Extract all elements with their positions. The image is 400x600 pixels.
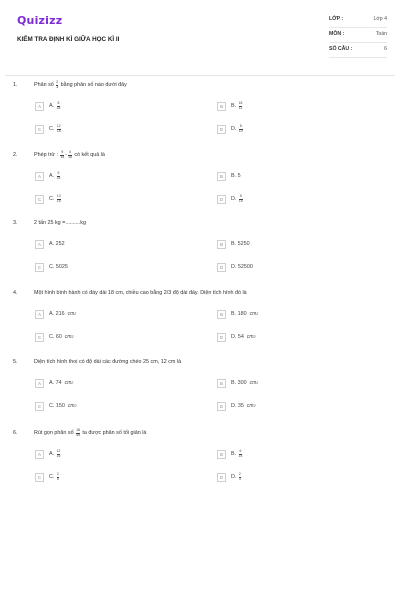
- option-letter-box[interactable]: B: [217, 240, 226, 249]
- option-unit: cm: [64, 334, 72, 340]
- option-unit-exponent: 2: [256, 312, 259, 316]
- fraction-denominator: 18: [56, 105, 61, 110]
- option-letter-box[interactable]: B: [217, 450, 226, 459]
- worksheet-header: [5, 5, 395, 76]
- fraction-numerator: 2: [56, 79, 59, 84]
- fraction: [68, 151, 72, 159]
- option-letter-box[interactable]: C: [35, 125, 44, 134]
- fraction-denominator: 3: [56, 84, 59, 89]
- meta-row-subject: [329, 28, 387, 43]
- option-label: D.: [231, 196, 237, 202]
- answer-option[interactable]: [217, 193, 244, 205]
- question-prompt: [13, 428, 393, 438]
- option-value: 216: [55, 311, 65, 317]
- option-value: 52500: [237, 264, 253, 270]
- question-prompt: [13, 80, 393, 90]
- quizizz-logo: Quizizz: [17, 14, 63, 27]
- option-value: 74: [55, 380, 62, 386]
- answer-option[interactable]: [217, 100, 243, 112]
- option-label: A.: [49, 380, 55, 386]
- meta-key: SỐ CÂU :: [329, 46, 353, 52]
- fraction-numerator: 9: [61, 149, 64, 154]
- fraction-numerator: 18: [76, 427, 80, 432]
- option-letter-box[interactable]: D: [217, 125, 226, 134]
- question-text: Diện tích hình thoi có độ dài các đường chéo 25 cm, 12 cm là: [34, 359, 182, 365]
- option-label: C.: [49, 126, 55, 132]
- worksheet-meta: [329, 13, 387, 58]
- option-label: B.: [231, 311, 237, 317]
- fraction-denominator: 10: [238, 128, 243, 133]
- fraction: [239, 450, 243, 458]
- option-letter-box[interactable]: D: [217, 195, 226, 204]
- option-letter-box[interactable]: A: [35, 450, 44, 459]
- answer-option[interactable]: [35, 123, 62, 135]
- option-value: 54: [237, 334, 244, 340]
- option-value: 5025: [55, 264, 68, 270]
- option-unit: cm: [64, 380, 72, 386]
- meta-value: Lớp 4: [373, 16, 387, 22]
- option-label: B.: [231, 241, 237, 247]
- option-letter-box[interactable]: B: [217, 310, 226, 319]
- option-unit: cm: [246, 334, 254, 340]
- option-label: B.: [231, 173, 237, 179]
- fraction-denominator: 3: [238, 476, 241, 481]
- question-text: ta được phân số tối giản là: [80, 430, 147, 436]
- answer-option[interactable]: [217, 331, 256, 343]
- option-label: B.: [231, 380, 237, 386]
- option-unit: cm: [246, 403, 254, 409]
- meta-value: Toán: [375, 31, 387, 37]
- meta-value: 6: [384, 46, 387, 52]
- meta-row-class: [329, 13, 387, 28]
- question-number: 5.: [13, 359, 18, 365]
- question-number: 4.: [13, 290, 18, 296]
- answer-option[interactable]: [35, 238, 65, 250]
- fraction: [57, 473, 59, 481]
- question-number: 6.: [13, 430, 18, 436]
- answer-option[interactable]: [35, 331, 74, 343]
- fraction-numerator: 13: [56, 193, 61, 198]
- question-prompt: [13, 357, 393, 367]
- fraction: [57, 450, 61, 458]
- fraction-numerator: 8: [239, 123, 242, 128]
- question-text: 2 tấn 25 kg =..........kg: [34, 220, 86, 226]
- fraction: [239, 125, 243, 133]
- option-label: D.: [231, 264, 237, 270]
- option-letter-box[interactable]: C: [35, 263, 44, 272]
- option-label: A.: [49, 451, 55, 457]
- fraction-denominator: 5: [56, 476, 59, 481]
- option-value: 300: [237, 380, 247, 386]
- fraction-numerator: 8: [57, 100, 60, 105]
- option-label: D.: [231, 126, 237, 132]
- fraction: [239, 473, 241, 481]
- answer-option[interactable]: [217, 400, 256, 412]
- option-letter-box[interactable]: B: [217, 102, 226, 111]
- fraction-denominator: 15: [68, 154, 72, 159]
- fraction-denominator: 15: [238, 453, 243, 458]
- question-prompt: [13, 150, 393, 160]
- option-value: 35: [237, 403, 244, 409]
- answer-option[interactable]: [217, 238, 250, 250]
- answer-option[interactable]: [217, 308, 258, 320]
- answer-option[interactable]: [35, 193, 62, 205]
- question-number: 2.: [13, 152, 18, 158]
- fraction-numerator: 18: [238, 100, 243, 105]
- option-letter-box[interactable]: C: [35, 473, 44, 482]
- option-letter-box[interactable]: C: [35, 402, 44, 411]
- answer-option[interactable]: [217, 377, 258, 389]
- fraction-numerator: 6: [239, 448, 242, 453]
- option-value: 180: [237, 311, 247, 317]
- option-label: C.: [49, 403, 55, 409]
- fraction-numerator: 12: [56, 123, 61, 128]
- question-prompt: [13, 218, 393, 228]
- option-letter-box[interactable]: A: [35, 379, 44, 388]
- option-unit: cm: [249, 311, 257, 317]
- fraction-numerator: 2: [238, 471, 241, 476]
- question-text: bằng phân số nào dưới đây: [59, 82, 127, 88]
- fraction-denominator: 15: [56, 453, 61, 458]
- answer-option[interactable]: [35, 400, 77, 412]
- option-letter-box[interactable]: B: [217, 379, 226, 388]
- meta-row-count: [329, 43, 387, 58]
- option-label: B.: [231, 103, 237, 109]
- fraction-numerator: 4: [69, 149, 71, 154]
- question: [13, 218, 393, 270]
- option-letter-box[interactable]: D: [217, 402, 226, 411]
- answer-option[interactable]: [217, 471, 242, 483]
- fraction-denominator: 45: [76, 432, 80, 437]
- fraction-numerator: 5: [57, 170, 60, 175]
- option-letter-box[interactable]: C: [35, 195, 44, 204]
- option-value: 5: [237, 173, 241, 179]
- option-label: D.: [231, 403, 237, 409]
- option-letter-box[interactable]: A: [35, 310, 44, 319]
- question-prompt: [13, 288, 393, 298]
- fraction: [239, 195, 243, 203]
- option-unit-exponent: 2: [74, 404, 77, 408]
- answer-option[interactable]: [35, 471, 60, 483]
- question: [13, 149, 393, 203]
- option-unit-exponent: 2: [71, 381, 74, 385]
- question: [13, 427, 393, 481]
- option-letter-box[interactable]: A: [35, 240, 44, 249]
- option-letter-box[interactable]: D: [217, 333, 226, 342]
- option-unit-exponent: 2: [71, 335, 74, 339]
- fraction-numerator: 12: [56, 448, 61, 453]
- answer-option[interactable]: [217, 448, 243, 460]
- question-text: Một hình bình hành có đáy dài 18 cm, chiều cao bằng 2/3 độ dài đáy. Diện tích hình đó là: [34, 290, 247, 296]
- option-label: D.: [231, 334, 237, 340]
- question-number: 3.: [13, 220, 18, 226]
- option-value: 60: [55, 334, 62, 340]
- answer-option[interactable]: [217, 170, 241, 182]
- option-label: A.: [49, 311, 55, 317]
- option-unit-exponent: 2: [253, 404, 256, 408]
- option-unit-exponent: 2: [74, 312, 77, 316]
- option-label: B.: [231, 451, 237, 457]
- answer-option[interactable]: [35, 377, 73, 389]
- option-label: A.: [49, 173, 55, 179]
- worksheet-title: KIỂM TRA ĐỊNH KÌ GIỮA HỌC KÌ II: [17, 36, 120, 43]
- option-label: C.: [49, 196, 55, 202]
- fraction: [57, 125, 61, 133]
- fraction-denominator: 12: [238, 105, 243, 110]
- option-label: C.: [49, 264, 55, 270]
- option-letter-box[interactable]: D: [217, 263, 226, 272]
- option-letter-box[interactable]: A: [35, 102, 44, 111]
- question-text: có kết quả là: [72, 152, 105, 158]
- fraction-denominator: 15: [56, 175, 61, 180]
- fraction: [57, 172, 61, 180]
- answer-option[interactable]: [217, 123, 244, 135]
- fraction-denominator: 15: [60, 154, 65, 159]
- option-value: 5250: [237, 241, 250, 247]
- fraction: [60, 151, 64, 159]
- option-letter-box[interactable]: D: [217, 473, 226, 482]
- option-value: 150: [55, 403, 65, 409]
- question-number: 1.: [13, 82, 18, 88]
- fraction: [76, 429, 80, 437]
- answer-option[interactable]: [35, 261, 68, 273]
- fraction: [57, 195, 61, 203]
- question: [13, 357, 393, 409]
- fraction-denominator: 15: [238, 198, 243, 203]
- answer-option[interactable]: [35, 308, 76, 320]
- fraction-denominator: 18: [56, 128, 61, 133]
- option-label: A.: [49, 103, 55, 109]
- meta-key: LỚP :: [329, 16, 344, 22]
- answer-option[interactable]: [217, 261, 253, 273]
- question-text: Phép trừ :: [34, 152, 58, 158]
- fraction-denominator: 15: [56, 198, 61, 203]
- option-unit: cm: [67, 311, 75, 317]
- option-value: 252: [55, 241, 65, 247]
- option-unit: cm: [67, 403, 75, 409]
- option-unit-exponent: 2: [256, 381, 259, 385]
- option-unit: cm: [249, 380, 257, 386]
- fraction-numerator: 2: [56, 471, 59, 476]
- meta-key: MÔN :: [329, 31, 345, 37]
- option-letter-box[interactable]: B: [217, 172, 226, 181]
- option-label: D.: [231, 474, 237, 480]
- question-text: Rút gọn phân số: [34, 430, 74, 436]
- answer-option[interactable]: [35, 448, 61, 460]
- answer-option[interactable]: [35, 100, 61, 112]
- option-label: C.: [49, 334, 55, 340]
- option-letter-box[interactable]: A: [35, 172, 44, 181]
- option-label: C.: [49, 474, 55, 480]
- minus-sign: -: [65, 152, 68, 158]
- answer-option[interactable]: [35, 170, 61, 182]
- question: [13, 288, 393, 340]
- option-unit-exponent: 2: [253, 335, 256, 339]
- question-text: Phân số: [34, 82, 54, 88]
- fraction: [239, 102, 243, 110]
- fraction-numerator: 5: [239, 193, 242, 198]
- option-letter-box[interactable]: C: [35, 333, 44, 342]
- question: [13, 79, 393, 133]
- fraction: [56, 81, 58, 89]
- option-label: A.: [49, 241, 55, 247]
- fraction: [57, 102, 61, 110]
